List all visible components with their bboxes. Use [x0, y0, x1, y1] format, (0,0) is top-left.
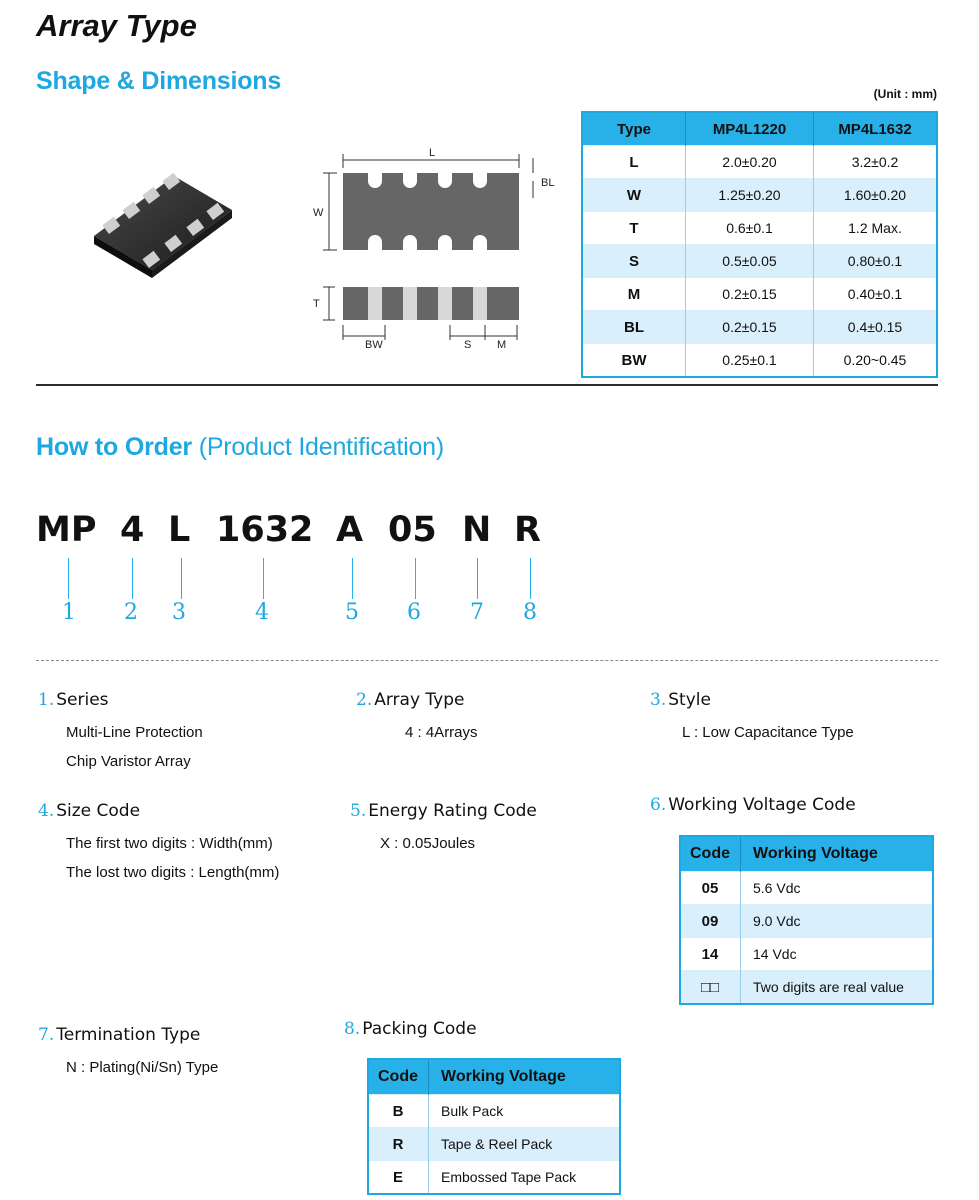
table-header: Code — [680, 836, 741, 872]
dim-label-m: M — [497, 339, 507, 351]
section-size-code-text — [66, 829, 279, 887]
connector-line — [415, 558, 416, 599]
section-title: Array Type — [374, 690, 465, 710]
table-cell: Two digits are real value — [741, 971, 934, 1005]
section-energy-rating-title — [350, 801, 537, 821]
section-style-title — [650, 690, 711, 710]
table-cell: 09 — [680, 905, 741, 938]
table-cell: R — [368, 1128, 429, 1161]
table-row — [368, 1161, 620, 1195]
section-termination-title — [38, 1025, 200, 1045]
how-to-order-subtitle: (Product Identification) — [198, 433, 445, 461]
section-size-code-title — [38, 801, 140, 821]
table-cell: 14 — [680, 938, 741, 971]
table-cell: □□ — [680, 971, 741, 1005]
section-title: Energy Rating Code — [368, 801, 537, 821]
table-cell: Bulk Pack — [429, 1095, 621, 1128]
code-part-series: MP — [36, 510, 97, 550]
code-index: 7 — [470, 600, 484, 625]
section-title: Working Voltage Code — [668, 795, 856, 815]
dim-label-bl: BL — [541, 177, 555, 189]
dim-label-bw: BW — [365, 339, 383, 351]
section-line: Chip Varistor Array — [66, 753, 191, 770]
table-header: Working Voltage — [429, 1059, 621, 1095]
table-cell: 0.6±0.1 — [686, 212, 814, 245]
table-cell: 0.20~0.45 — [814, 344, 938, 378]
dashed-divider — [36, 660, 938, 661]
table-cell: M — [582, 278, 686, 311]
table-row — [582, 278, 937, 311]
code-index: 6 — [407, 600, 421, 625]
section-line: The lost two digits : Length(mm) — [66, 864, 280, 881]
table-cell: 0.40±0.1 — [814, 278, 938, 311]
table-row — [582, 146, 937, 179]
section-working-voltage-title — [650, 795, 856, 815]
table-row — [368, 1128, 620, 1161]
table-cell: 0.80±0.1 — [814, 245, 938, 278]
code-index: 3 — [172, 600, 186, 625]
section-title: Size Code — [56, 801, 141, 821]
dimensions-table — [581, 111, 938, 378]
section-line: N : Plating(Ni/Sn) Type — [66, 1059, 219, 1076]
section-series-text — [66, 718, 203, 776]
table-row — [582, 212, 937, 245]
table-cell: E — [368, 1161, 429, 1195]
section-number: 8. — [344, 1019, 361, 1039]
table-cell: 0.2±0.15 — [686, 311, 814, 344]
section-style-text — [682, 718, 854, 747]
code-part-style: L — [168, 510, 191, 550]
section-number: 2. — [356, 690, 373, 710]
chip-3d-illustration — [82, 148, 242, 278]
section-number: 3. — [650, 690, 667, 710]
table-header: MP4L1220 — [686, 112, 814, 146]
dim-label-w: W — [313, 207, 324, 219]
code-index: 8 — [523, 600, 537, 625]
code-index: 2 — [124, 600, 138, 625]
section-number: 7. — [38, 1025, 55, 1045]
table-cell: 3.2±0.2 — [814, 146, 938, 179]
dimension-drawing — [305, 140, 565, 355]
table-row — [582, 344, 937, 378]
section-termination-text — [66, 1053, 218, 1082]
connector-line — [530, 558, 531, 599]
section-number: 4. — [38, 801, 55, 821]
table-header-row — [582, 112, 937, 146]
connector-line — [352, 558, 353, 599]
unit-label: (Unit : mm) — [873, 87, 937, 101]
dim-label-t: T — [313, 298, 320, 310]
connector-line — [68, 558, 69, 599]
section-line: L : Low Capacitance Type — [682, 724, 854, 741]
code-part-termination: N — [462, 510, 492, 550]
table-cell: 1.25±0.20 — [686, 179, 814, 212]
section-line: 4 : 4Arrays — [405, 724, 478, 741]
table-row — [582, 179, 937, 212]
connector-line — [477, 558, 478, 599]
how-to-order-title: How to Order — [36, 433, 192, 461]
code-part-energy: A — [336, 510, 364, 550]
dim-label-s: S — [464, 339, 472, 351]
working-voltage-table — [679, 835, 934, 1005]
section-divider — [36, 384, 938, 386]
table-cell: 14 Vdc — [741, 938, 934, 971]
code-index: 4 — [255, 600, 269, 625]
table-header: Working Voltage — [741, 836, 934, 872]
code-index: 5 — [345, 600, 359, 625]
code-part-packing: R — [514, 510, 541, 550]
code-index: 1 — [62, 600, 76, 625]
table-cell: 2.0±0.20 — [686, 146, 814, 179]
connector-line — [132, 558, 133, 599]
table-row — [680, 938, 933, 971]
section-title: Style — [668, 690, 711, 710]
section-line: X : 0.05Joules — [380, 835, 476, 852]
table-cell: 5.6 Vdc — [741, 872, 934, 905]
table-cell: 9.0 Vdc — [741, 905, 934, 938]
section-title: Series — [56, 690, 109, 710]
table-cell: 0.5±0.05 — [686, 245, 814, 278]
table-row — [582, 245, 937, 278]
section-number: 1. — [38, 690, 55, 710]
section-energy-rating-text — [380, 829, 475, 858]
table-cell: 1.60±0.20 — [814, 179, 938, 212]
shape-dimensions-heading: Shape & Dimensions — [36, 67, 282, 95]
table-cell: B — [368, 1095, 429, 1128]
page-title: Array Type — [36, 8, 197, 43]
table-header: Code — [368, 1059, 429, 1095]
table-row — [582, 311, 937, 344]
table-cell: 0.2±0.15 — [686, 278, 814, 311]
code-part-array: 4 — [120, 510, 145, 550]
table-cell: Tape & Reel Pack — [429, 1128, 621, 1161]
table-row — [680, 905, 933, 938]
section-array-type-text — [405, 718, 478, 747]
table-row — [680, 971, 933, 1005]
table-cell: L — [582, 146, 686, 179]
table-header: MP4L1632 — [814, 112, 938, 146]
section-array-type-title — [356, 690, 464, 710]
section-packing-code-title — [344, 1019, 477, 1039]
section-number: 6. — [650, 795, 667, 815]
dim-label-l: L — [429, 147, 436, 159]
table-cell: S — [582, 245, 686, 278]
section-series-title — [38, 690, 109, 710]
table-header: Type — [582, 112, 686, 146]
table-header-row — [368, 1059, 620, 1095]
table-row — [368, 1095, 620, 1128]
table-cell: 05 — [680, 872, 741, 905]
connector-line — [263, 558, 264, 599]
table-cell: 0.4±0.15 — [814, 311, 938, 344]
table-cell: BL — [582, 311, 686, 344]
connector-line — [181, 558, 182, 599]
table-cell: 0.25±0.1 — [686, 344, 814, 378]
table-cell: W — [582, 179, 686, 212]
packing-code-table — [367, 1058, 621, 1195]
section-line: The first two digits : Width(mm) — [66, 835, 273, 852]
section-line: Multi-Line Protection — [66, 724, 203, 741]
table-cell: Embossed Tape Pack — [429, 1161, 621, 1195]
section-title: Termination Type — [56, 1025, 201, 1045]
code-part-size: 1632 — [216, 510, 314, 550]
table-cell: 1.2 Max. — [814, 212, 938, 245]
table-header-row — [680, 836, 933, 872]
table-cell: BW — [582, 344, 686, 378]
section-number: 5. — [350, 801, 367, 821]
table-row — [680, 872, 933, 905]
table-cell: T — [582, 212, 686, 245]
section-title: Packing Code — [362, 1019, 477, 1039]
how-to-order-heading — [36, 433, 444, 462]
code-part-voltage: 05 — [388, 510, 437, 550]
